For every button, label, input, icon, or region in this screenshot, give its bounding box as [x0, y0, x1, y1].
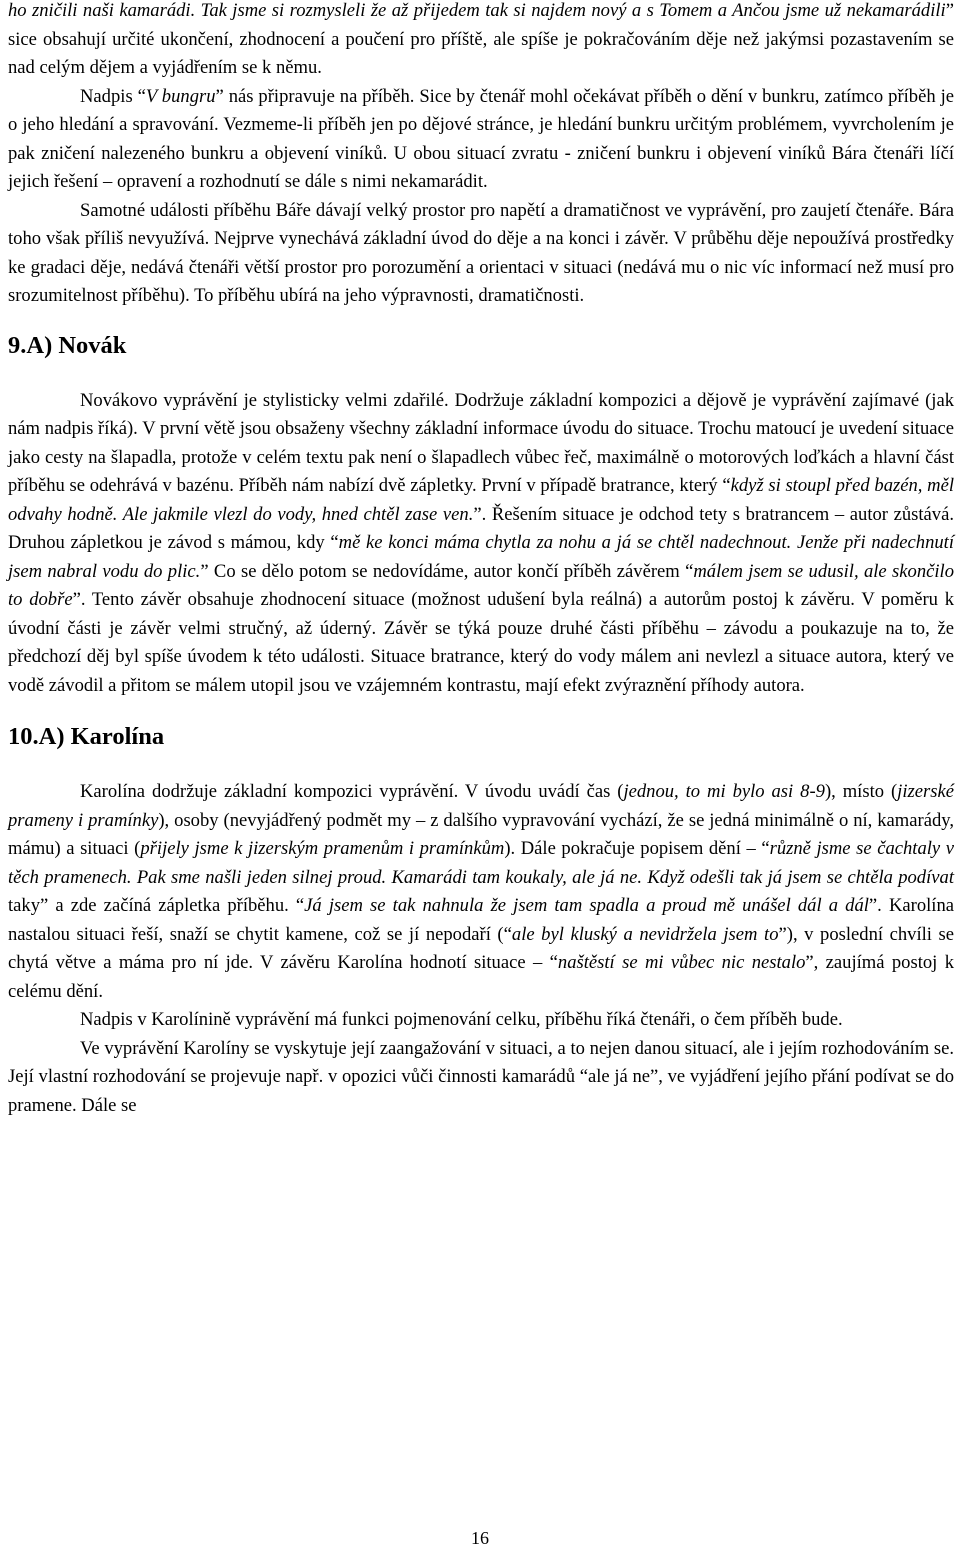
text-run: ” Co se dělo potom se nedovídáme, autor končí příběh závěrem “ [200, 560, 694, 582]
quoted-text: jednou, to mi bylo asi 8-9 [623, 781, 825, 802]
text-run: ). Dále pokračuje popisem dění – “ [504, 838, 770, 859]
text-run: ), místo ( [824, 781, 898, 802]
paragraph-novak [8, 387, 954, 701]
text-run: ”. Tento závěr obsahuje zhodnocení situace (možnost udušení byla reálná) a autorům postoj k závěru. V poměru k úvodní části je závěr velmi stručný, až úderný. Závěr se týká pouze druhé části příběhu – závodu a poukazuje na to, že předchozí děj byl spíše úvodem k této události. Situace bratrance, který do vody málem ani nevlezl a situace autora, který ve vodě závodil a přitom se málem utopil jsou ve vzájemném kontrastu, mají efekt zvýraznění příhody autora. [8, 589, 954, 696]
quoted-text: jizerské prameny i pramínky [8, 781, 954, 831]
section-heading-novak: 9.A) Novák [8, 331, 127, 359]
text-run: ”. Karolína nastalou situaci řeší, snaží se chytit kamene, což se jí nepodaří (“ [8, 895, 954, 945]
text-run: ”, zaujímá postoj k celému dění. [8, 952, 955, 1002]
paragraph-tension-analysis [8, 197, 954, 311]
text-run: taky” a zde začíná zápletka příběhu. “ [8, 895, 305, 916]
quoted-text: mě ke konci máma chytla za nohu a já se chtěl nadechnout. Jenže při nadechnutí jsem nabral vodu do plic. [8, 532, 954, 582]
text-run: Ve vyprávění Karolíny se vyskytuje její zaangažování v situaci, a to nejen danou situací, ale i jejím rozhodováním se. Její vlastní rozhodování se projevuje např. v opozici vůči činnosti kamarádů “ale já ne”, ve vyjádření jejího přání podívat se do pramene. Dále se [8, 1037, 954, 1116]
quoted-text: když si stoupl před bazén, měl odvahy hodně. Ale jakmile vlezl do vody, hned chtěl zase ven. [8, 475, 954, 525]
text-run: Karolína dodržuje základní kompozici vyprávění. V úvodu uvádí čas ( [80, 781, 624, 802]
quoted-text: ho zničili naši kamarádi. Tak jsme si rozmysleli že až přijedem tak si najdem nový a s Tomem a Ančou jsme už nekamarádili [8, 0, 946, 21]
quoted-text: různě jsme se čachtaly v těch pramenech. Pak sme našli jeden silnej proud. Kamarádi tam koukaly, ale já ne. Když odešli tak já jsem se chtěla podívat [8, 838, 954, 888]
quoted-text: ale byl kluský a nevidržela jsem to [511, 923, 779, 945]
paragraph-title-analysis [8, 83, 954, 197]
paragraph-karolina-composition [8, 778, 954, 1006]
text-run: ), osoby (nevyjádřený podmět my – z dalšího vypravování vychází, že se jedná minimálně o ní, kamarády, mámu) a situaci ( [8, 809, 954, 859]
paragraph-continuation [8, 0, 954, 83]
quoted-text: V bungru [145, 85, 216, 107]
quoted-text: málem jsem se udusil, ale skončilo to dobře [8, 560, 954, 610]
quoted-text: naštěstí se mi vůbec nic nestalo [557, 952, 806, 973]
text-run: Nadpis v Karolínině vyprávění má funkci pojmenování celku, příběhu říká čtenáři, o čem příběh bude. [80, 1009, 843, 1030]
text-run: ” nás připravuje na příběh. Sice by čtenář mohl očekávat příběh o dění v bunkru, zatímco příběh je o jeho hledání a spravování. Vezmeme-li příběh jen po dějové stránce, je hledání bunkru určitým problémem, vyvrcholením je pak zničení nalezeného bunkru a objevení viníků. U obou situací zvratu - zničení bunkru i objevení viníků Bára čtenáři líčí jejich řešení – opravení a rozhodnutí se dále s nimi nekamarádit. [8, 85, 954, 192]
quoted-text: Já jsem se tak nahnula že jsem tam spadla a proud mě unášel dál a dál [304, 895, 869, 916]
page-number: 16 [471, 1528, 489, 1548]
text-run: ”), v poslední chvíli se chytá větve a máma pro ní jde. V závěru Karolína hodnotí situace – “ [8, 923, 955, 973]
paragraph-karolina-involvement [8, 1035, 954, 1121]
text-run: Samotné události příběhu Báře dávají velký prostor pro napětí a dramatičnost ve vyprávění, pro zaujetí čtenáře. Bára toho však příliš nevyužívá. Nejprve vynechává základní úvod do děje a na konci i závěr. V průběhu děje nepoužívá prostředky ke gradaci děje, nedává čtenáři větší prostor pro porozumění a orientaci v situaci (nedává mu o nic víc informací než musí pro srozumitelnost příběhu). To příběhu ubírá na jeho výpravnosti, dramatičnosti. [8, 199, 954, 306]
text-run: ” sice obsahují určité ukončení, zhodnocení a poučení pro příště, ale spíše je pokračováním děje než jakýmsi pozastavením se nad celým dějem a vyjádřením se k němu. [8, 0, 954, 78]
paragraph-karolina-title [8, 1006, 954, 1035]
text-run: Novákovo vyprávění je stylisticky velmi zdařilé. Dodržuje základní kompozici a dějově je vyprávění zajímavé (jak nám nadpis říká). V první větě jsou obsaženy všechny základní informace úvodu do situace. Trochu matoucí je uvedení situace jako cesty na šlapadla, protože v celém textu pak není o šlapadlech vůbec řeč, maximálně o motorových loďkách a hlavní část příběhu se odehrává v bazénu. Příběh nám nabízí dvě zápletky. První v případě bratrance, který “ [8, 389, 954, 496]
section-heading-karolina: 10.A) Karolína [8, 723, 165, 750]
quoted-text: přijely jsme k jizerským pramenům i pramínkům [140, 838, 505, 859]
text-run: ”. Řešením situace je odchod tety s bratrancem – autor zůstává. Druhou zápletkou je závod s mámou, kdy “ [8, 503, 955, 553]
text-run: Nadpis “ [80, 85, 146, 107]
